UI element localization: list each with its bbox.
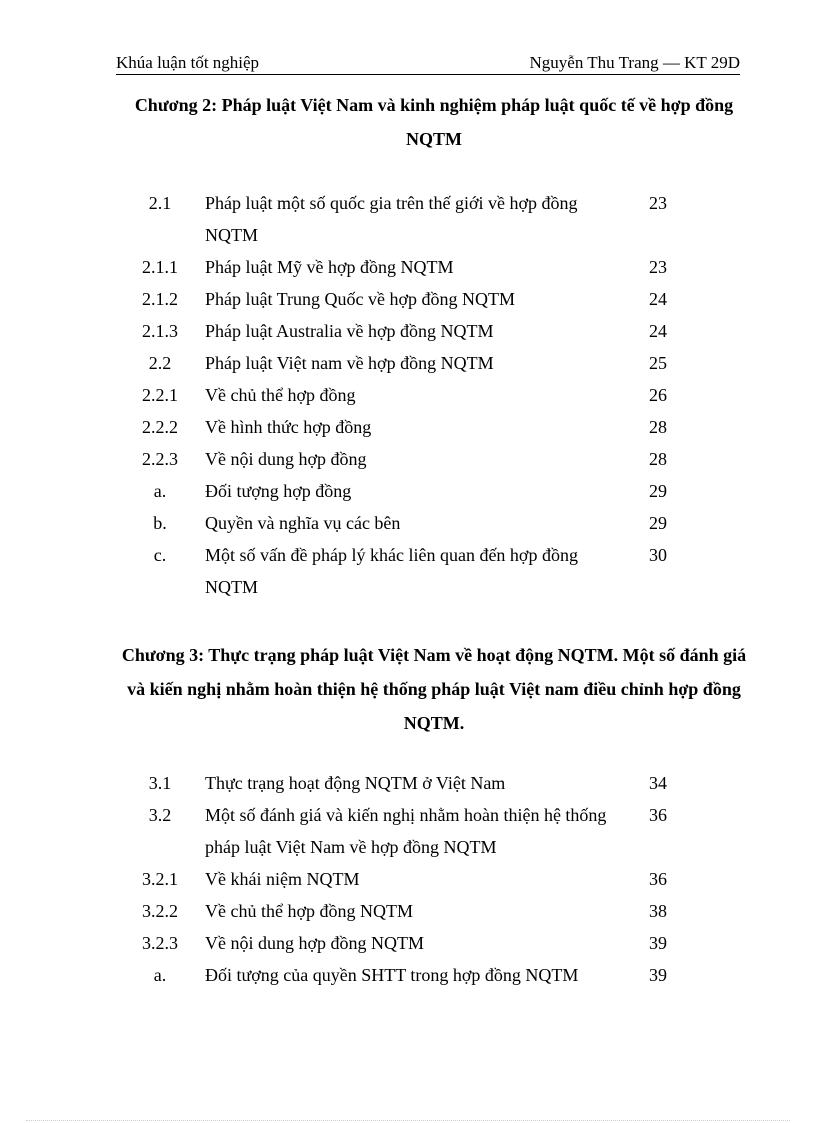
toc-number: 2.1.3 <box>142 321 178 341</box>
toc-page: 29 <box>649 481 667 501</box>
toc-entry[interactable] <box>0 283 816 315</box>
toc-entry[interactable] <box>0 959 816 991</box>
toc-number: 2.2 <box>148 353 172 373</box>
toc-entry[interactable] <box>0 347 816 379</box>
toc-entry[interactable] <box>0 799 816 863</box>
toc-page: 23 <box>649 193 667 213</box>
toc-number: a. <box>153 481 167 501</box>
toc-number: 3.2.3 <box>142 933 178 953</box>
toc-page: 23 <box>649 257 667 277</box>
chapter-2-toc <box>0 187 816 603</box>
toc-number: 2.2.2 <box>142 417 178 437</box>
chapter-3-toc <box>0 767 816 991</box>
toc-title: Quyền và nghĩa vụ các bên <box>205 513 401 533</box>
toc-title: Về chủ thể hợp đồng <box>205 385 356 405</box>
toc-page: 28 <box>649 449 667 469</box>
toc-entry[interactable] <box>0 539 816 603</box>
toc-title: Về nội dung hợp đồng NQTM <box>205 933 425 953</box>
toc-title: Pháp luật một số quốc gia trên thế giới về hợp đồng NQTM <box>205 193 578 245</box>
toc-page: 36 <box>649 869 667 889</box>
toc-title: Pháp luật Trung Quốc về hợp đồng NQTM <box>205 289 516 309</box>
toc-entry[interactable] <box>0 507 816 539</box>
toc-number: 2.1.1 <box>142 257 178 277</box>
toc-page: 26 <box>649 385 667 405</box>
page-bottom-divider <box>26 1120 790 1121</box>
toc-page: 25 <box>649 353 667 373</box>
toc-title: Đối tượng hợp đồng <box>205 481 352 501</box>
header-thesis-label: Khúa luận tốt nghiệp <box>116 53 260 72</box>
toc-number: 3.2.2 <box>142 901 178 921</box>
toc-number: 3.1 <box>148 773 172 793</box>
toc-entry[interactable] <box>0 443 816 475</box>
toc-page: 28 <box>649 417 667 437</box>
toc-entry[interactable] <box>0 767 816 799</box>
toc-entry[interactable] <box>0 187 816 251</box>
toc-title: Thực trạng hoạt động NQTM ở Việt Nam <box>205 773 506 793</box>
toc-entry[interactable] <box>0 379 816 411</box>
page-header <box>116 52 740 75</box>
toc-entry[interactable] <box>0 895 816 927</box>
chapter-2-heading: Chương 2: Pháp luật Việt Nam và kinh nghiệm pháp luật quốc tế về hợp đồng NQTM <box>134 95 734 149</box>
toc-number: a. <box>153 965 167 985</box>
toc-title: Về khái niệm NQTM <box>205 869 360 889</box>
toc-page: 29 <box>649 513 667 533</box>
header-author: Nguyễn Thu Trang — KT 29D <box>529 53 740 72</box>
toc-number: 2.1.2 <box>142 289 178 309</box>
toc-entry[interactable] <box>0 411 816 443</box>
toc-page: 39 <box>649 933 667 953</box>
toc-entry[interactable] <box>0 863 816 895</box>
toc-number: 2.2.3 <box>142 449 178 469</box>
toc-entry[interactable] <box>0 315 816 347</box>
toc-title: Về nội dung hợp đồng <box>205 449 367 469</box>
toc-title: Pháp luật Australia về hợp đồng NQTM <box>205 321 494 341</box>
toc-title: Đối tượng của quyền SHTT trong hợp đồng NQTM <box>205 965 579 985</box>
toc-title: Pháp luật Việt nam về hợp đồng NQTM <box>205 353 494 373</box>
toc-title: Pháp luật Mỹ về hợp đồng NQTM <box>205 257 454 277</box>
toc-number: 2.1 <box>148 193 172 213</box>
toc-entry[interactable] <box>0 475 816 507</box>
toc-page: 24 <box>649 321 667 341</box>
toc-title: Một số đánh giá và kiến nghị nhằm hoàn thiện hệ thống pháp luật Việt Nam về hợp đồng NQTM <box>205 805 607 857</box>
toc-title: Về chủ thể hợp đồng NQTM <box>205 901 413 921</box>
toc-number: 2.2.1 <box>142 385 178 405</box>
toc-entry[interactable] <box>0 927 816 959</box>
toc-page: 38 <box>649 901 667 921</box>
toc-title: Về hình thức hợp đồng <box>205 417 372 437</box>
toc-page: 34 <box>649 773 667 793</box>
toc-page: 30 <box>649 545 667 565</box>
chapter-3-heading: Chương 3: Thực trạng pháp luật Việt Nam về hoạt động NQTM. Một số đánh giá và kiến nghị nhằm hoàn thiện hệ thống pháp luật Việt nam điều chỉnh hợp đồng NQTM. <box>121 645 747 733</box>
toc-entry[interactable] <box>0 251 816 283</box>
toc-title: Một số vấn đề pháp lý khác liên quan đến hợp đồng NQTM <box>205 545 578 597</box>
toc-number: 3.2.1 <box>142 869 178 889</box>
toc-number: b. <box>153 513 167 533</box>
toc-number: 3.2 <box>148 805 172 825</box>
toc-page: 36 <box>649 805 667 825</box>
toc-page: 39 <box>649 965 667 985</box>
toc-page: 24 <box>649 289 667 309</box>
toc-number: c. <box>153 545 167 565</box>
